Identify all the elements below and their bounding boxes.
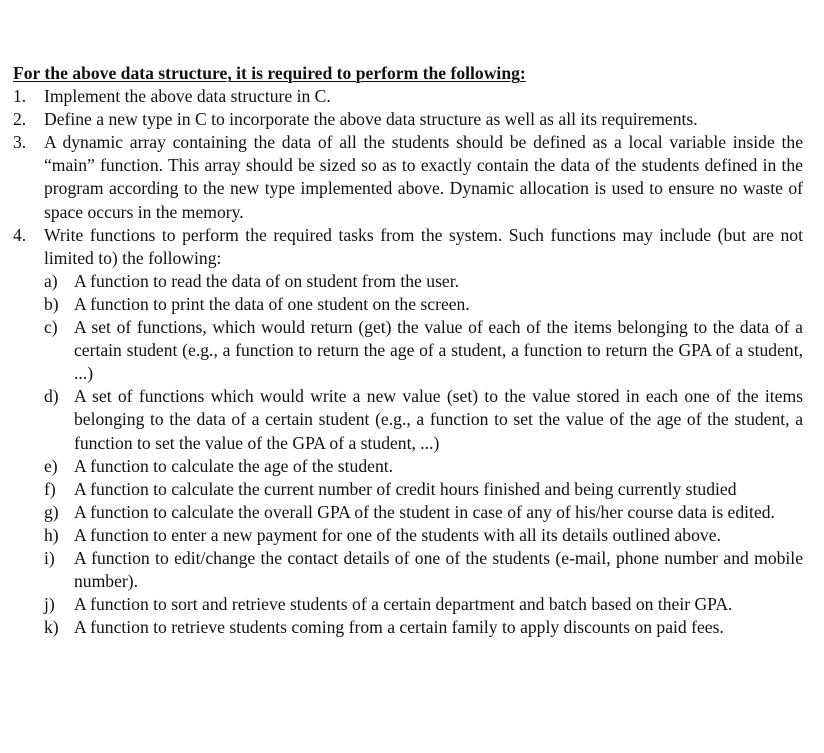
function-item-f (13, 478, 803, 501)
item-text: Implement the above data structure in C. (44, 86, 331, 107)
sub-item-letter: f) (44, 478, 56, 499)
sub-item-letter: k) (44, 617, 59, 638)
sub-item-letter: e) (44, 455, 58, 476)
sub-item-letter: c) (44, 317, 58, 338)
function-item-d (13, 385, 803, 454)
requirement-item-1 (13, 85, 803, 108)
sub-item-letter: a) (44, 270, 58, 291)
item-text: Write functions to perform the required tasks from the system. Such functions may include (but are not limited to) the following: (44, 224, 803, 268)
requirement-item-2 (13, 108, 803, 131)
sub-item-text: A function to calculate the age of the student. (74, 455, 394, 476)
item-text: A dynamic array containing the data of all the students should be defined as a local variable inside the “main” function. This array should be sized so as to exactly contain the data of the students defined in the program according to the new type implemented above. Dynamic allocation is used to ensure no waste of space occurs in the memory. (44, 132, 803, 222)
item-number: 2. (13, 109, 27, 130)
sub-item-text: A function to calculate the overall GPA of the student in case of any of his/her course data is edited. (74, 501, 775, 522)
function-item-h (13, 524, 803, 547)
sub-item-text: A function to read the data of on student from the user. (74, 270, 460, 291)
item-number: 4. (13, 224, 27, 245)
item-number: 1. (13, 86, 27, 107)
sub-item-letter: j) (44, 594, 55, 615)
function-item-k (13, 616, 803, 639)
sub-item-letter: h) (44, 524, 59, 545)
sub-item-letter: b) (44, 293, 59, 314)
sub-item-text: A set of functions, which would return (get) the value of each of the items belonging to the data of a certain student (e.g., a function to return the age of a student, a function to return the GPA of a student, ...) (74, 317, 803, 384)
sub-item-text: A function to print the data of one student on the screen. (74, 293, 470, 314)
sub-item-text: A set of functions which would write a new value (set) to the value stored in each one of the items belonging to the data of a certain student (e.g., a function to set the value of the age of the student, a function to set the value of the GPA of a student, ...) (74, 386, 803, 453)
sub-item-letter: g) (44, 501, 59, 522)
function-item-j (13, 593, 803, 616)
function-item-a (13, 270, 803, 293)
function-item-i (13, 547, 803, 593)
item-number: 3. (13, 132, 27, 153)
sub-item-text: A function to calculate the current number of credit hours finished and being currently studied (74, 478, 737, 499)
item-text: Define a new type in C to incorporate the above data structure as well as all its requirements. (44, 109, 698, 130)
sub-item-letter: d) (44, 386, 59, 407)
sub-item-letter: i) (44, 547, 55, 568)
requirement-item-3 (13, 131, 803, 223)
sub-item-text: A function to retrieve students coming from a certain family to apply discounts on paid fees. (74, 617, 724, 638)
sub-item-text: A function to edit/change the contact details of one of the students (e-mail, phone number and mobile number). (74, 547, 803, 592)
section-heading: For the above data structure, it is required to perform the following: (13, 63, 526, 83)
sub-item-text: A function to enter a new payment for one of the students with all its details outlined above. (74, 524, 721, 545)
function-item-c (13, 316, 803, 385)
sub-item-text: A function to sort and retrieve students of a certain department and batch based on their GPA. (74, 594, 733, 615)
requirements-document (13, 62, 803, 639)
function-item-b (13, 293, 803, 316)
requirement-item-4 (13, 224, 803, 270)
function-item-g (13, 501, 803, 524)
function-item-e (13, 455, 803, 478)
